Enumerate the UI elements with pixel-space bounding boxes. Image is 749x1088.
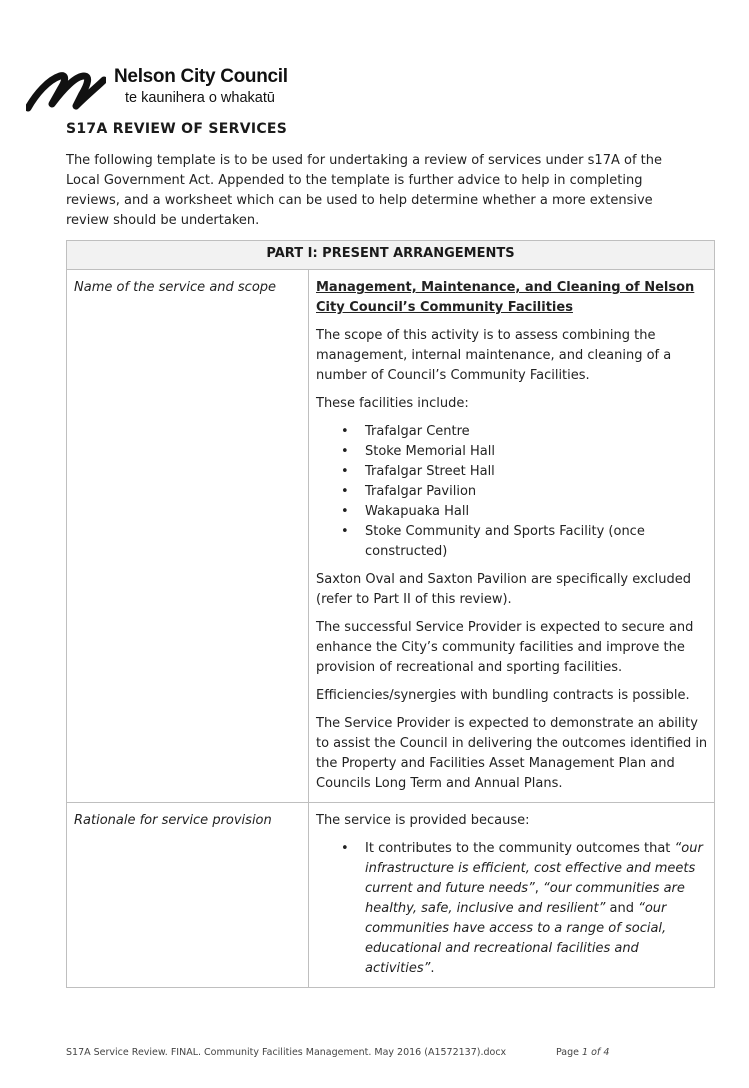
list-item: • Wakapuaka Hall [365,502,708,522]
page-current: 1 [582,1047,589,1058]
intro-paragraph: The following template is to be used for undertaking a review of services under s17A of the Local Government Act. Appended to the template is further advice to help in completing reviews, and a worksheet which can be used to help determine whether a more extensive review should be undertaken. [66,153,662,228]
table-header-row [67,241,715,270]
table-row [67,270,715,803]
part-heading: PART I: PRESENT ARRANGEMENTS [67,241,715,270]
page-footer [66,1047,626,1058]
provider-expectation-paragraph: The successful Service Provider is expected to secure and enhance the City’s community facilities and improve the provision of recreational and sporting facilities. [316,620,694,675]
page-number [556,1047,609,1058]
outcome-quote-3: “our communities have access to a range of social, educational and recreational facilities and activities” [365,901,667,976]
footer-filename: S17A Service Review. FINAL. Community Facilities Management. May 2016 (A1572137).docx [66,1047,507,1058]
rationale-cell [309,803,715,988]
review-table [66,240,715,988]
quote-separator: and [605,901,639,916]
row-label-service-scope: Name of the service and scope [74,280,277,295]
scope-paragraph: The scope of this activity is to assess combining the management, internal maintenance, and cleaning of a number of Council’s Community Facilities. [316,328,672,383]
facilities-list [316,422,708,562]
exclusion-paragraph: Saxton Oval and Saxton Pavilion are specifically excluded (refer to Part II of this review). [316,572,691,607]
list-item: • Stoke Memorial Hall [365,442,708,462]
service-scope-cell [309,270,715,803]
table-row [67,803,715,988]
facilities-intro: These facilities include: [316,396,469,411]
page-of: of [591,1047,601,1058]
rationale-intro: The service is provided because: [316,813,530,828]
demonstrate-paragraph: The Service Provider is expected to demonstrate an ability to assist the Council in delivering the outcomes identified in the Property and Facilities Asset Management Plan and Councils Long Term and Annual Plans. [316,716,708,791]
rationale-bullet-prefix: It contributes to the community outcomes that [365,841,675,856]
quote-separator: , [534,881,544,896]
outcome-quote-2: “our communities are healthy, safe, inclusive and resilient” [365,881,685,916]
row-label-cell [67,270,309,803]
outcome-quote-1: “our infrastructure is efficient, cost effective and meets current and future needs” [365,841,703,896]
document-title: S17A REVIEW OF SERVICES [66,121,288,137]
list-item [365,839,708,979]
council-name: Nelson City Council [114,66,288,87]
council-tagline: te kaunihera o whakatū [125,90,275,106]
row-label-cell [67,803,309,988]
page-total: 4 [603,1047,610,1058]
sentence-end: . [430,961,435,976]
list-item: • Trafalgar Pavilion [365,482,708,502]
council-logo [26,64,306,116]
rationale-list [316,839,708,979]
page-word: Page [556,1047,579,1058]
list-item: • Trafalgar Street Hall [365,462,708,482]
efficiencies-paragraph: Efficiencies/synergies with bundling contracts is possible. [316,688,690,703]
row-label-rationale: Rationale for service provision [74,813,272,828]
list-item: • Trafalgar Centre [365,422,708,442]
list-item: • Stoke Community and Sports Facility (once constructed) [365,522,708,562]
service-name: Management, Maintenance, and Cleaning of Nelson City Council’s Community Facilities [316,280,695,315]
council-logo-mark [26,68,106,112]
